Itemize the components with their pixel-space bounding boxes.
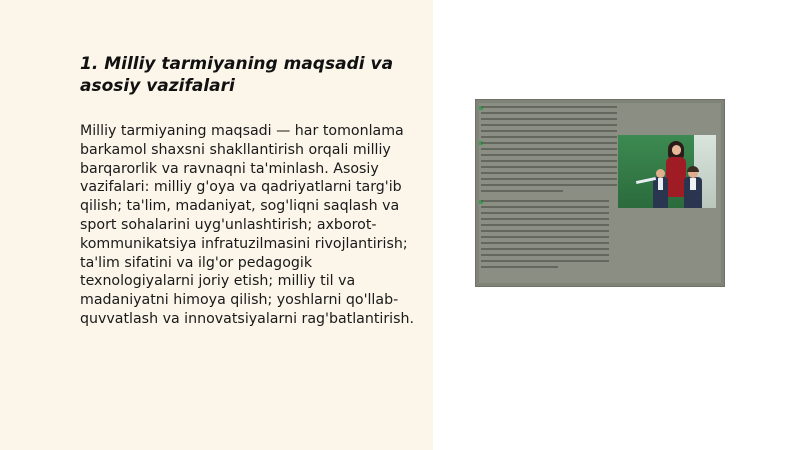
slide-title: 1. Milliy tarmiyaning maqsadi va asosiy vazifalari bbox=[80, 54, 394, 96]
slide-body-text: Milliy tarmiyaning maqsadi — har tomonlama barkamol shaxsni shakllantirish orqali milliy barqarorlik va ravnaqni ta'minlash. Asosiy vazifalari: milliy g'oya va qadriyatlarni targ'ib qilish; ta'lim, madaniyat, sog'liqni saqlash va sport sohalarini uyg'unlashtirish; axborot-kommunikatsiya infratuzilmasini rivojlantirish; ta'lim sifatini va ilg'or pedagogik texnologiyalarni joriy etish; milliy til va madaniyatni himoya qilish; yoshlarni qo'llab-quvvatlash va innovatsiyalarni rag'batlantirish. bbox=[80, 123, 415, 327]
illegible-text-block bbox=[481, 200, 609, 272]
slide-image bbox=[475, 99, 725, 287]
classroom-photo-icon bbox=[618, 135, 716, 208]
illegible-text-block bbox=[481, 106, 617, 196]
